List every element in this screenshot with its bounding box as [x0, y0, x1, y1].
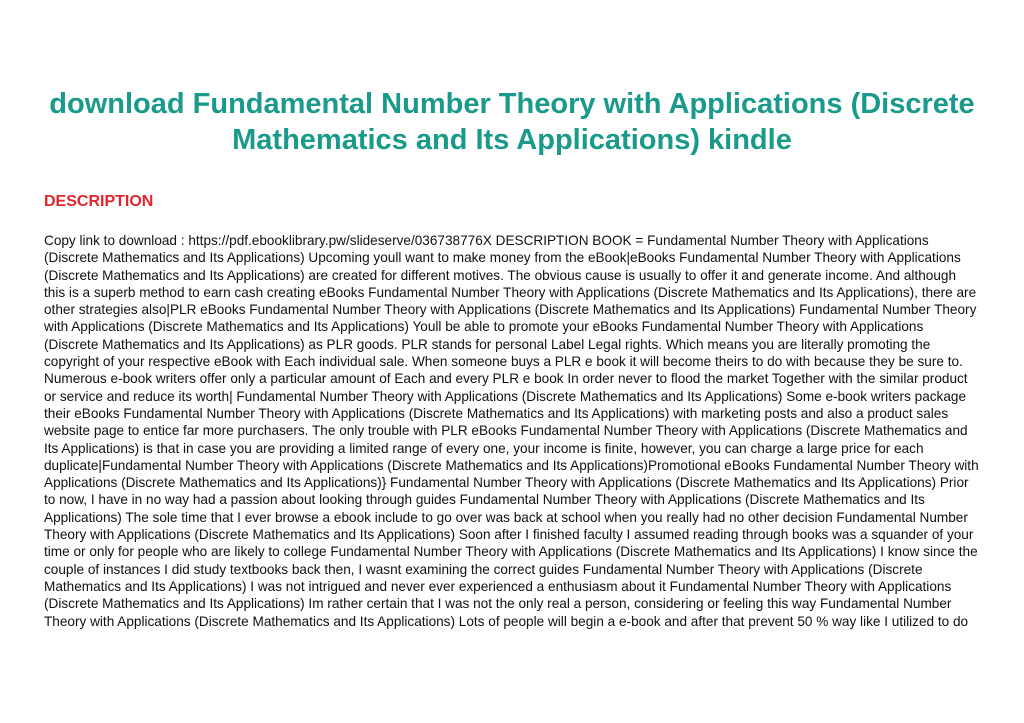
document-title: download Fundamental Number Theory with Applications (Discrete Mathematics and Its Applications) kindle [49, 88, 975, 156]
section-heading-description: DESCRIPTION [44, 193, 154, 210]
description-body: Copy link to download : https://pdf.ebooklibrary.pw/slideserve/036738776X DESCRIPTION BOOK = Fundamental Number Theory with Applications (Discrete Mathematics and Its Applications) Upcoming youll want to make money from the eBook|eBooks Fundamental Number Theory with Applications (Discrete Mathematics and Its Applications) are created for different motives. The obvious cause is usually to offer it and generate income. And although this is a superb method to earn cash creating eBooks Fundamental Number Theory with Applications (Discrete Mathematics and Its Applications), there are other strategies also|PLR eBooks Fundamental Number Theory with Applications (Discrete Mathematics and Its Applications) Fundamental Number Theory with Applications (Discrete Mathematics and Its Applications) Youll be able to promote your eBooks Fundamental Number Theory with Applications (Discrete Mathematics and Its Applications) as PLR goods. PLR stands for personal Label Legal rights. Which means you are literally promoting the copyright of your respective eBook with Each individual sale. When someone buys a PLR e book it will become theirs to do with because they be sure to. Numerous e-book writers offer only a particular amount of Each and every PLR e book In order never to flood the market Together with the similar product or service and reduce its worth| Fundamental Number Theory with Applications (Discrete Mathematics and Its Applications) Some e-book writers package their eBooks Fundamental Number Theory with Applications (Discrete Mathematics and Its Applications) with marketing posts and also a product sales website page to entice far more purchasers. The only trouble with PLR eBooks Fundamental Number Theory with Applications (Discrete Mathematics and Its Applications) is that in case you are providing a limited range of every one, your income is finite, however, you can charge a large price for each duplicate|Fundamental Number Theory with Applications (Discrete Mathematics and Its Applications)Promotional eBooks Fundamental Number Theory with Applications (Discrete Mathematics and Its Applications)} Fundamental Number Theory with Applications (Discrete Mathematics and Its Applications) Prior to now, I have in no way had a passion about looking through guides Fundamental Number Theory with Applications (Discrete Mathematics and Its Applications) The sole time that I ever browse a ebook include to go over was back at school when you really had no other decision Fundamental Number Theory with Applications (Discrete Mathematics and Its Applications) Soon after I finished faculty I assumed reading through books was a squander of your time or only for people who are likely to college Fundamental Number Theory with Applications (Discrete Mathematics and Its Applications) I know since the couple of instances I did study textbooks back then, I wasnt examining the correct guides Fundamental Number Theory with Applications (Discrete Mathematics and Its Applications) I was not intrigued and never ever experienced a enthusiasm about it Fundamental Number Theory with Applications (Discrete Mathematics and Its Applications) Im rather certain that I was not the only real a person, considering or feeling this way Fundamental Number Theory with Applications (Discrete Mathematics and Its Applications) Lots of people will begin a e-book and after that prevent 50 % way like I utilized to do [44, 233, 979, 629]
